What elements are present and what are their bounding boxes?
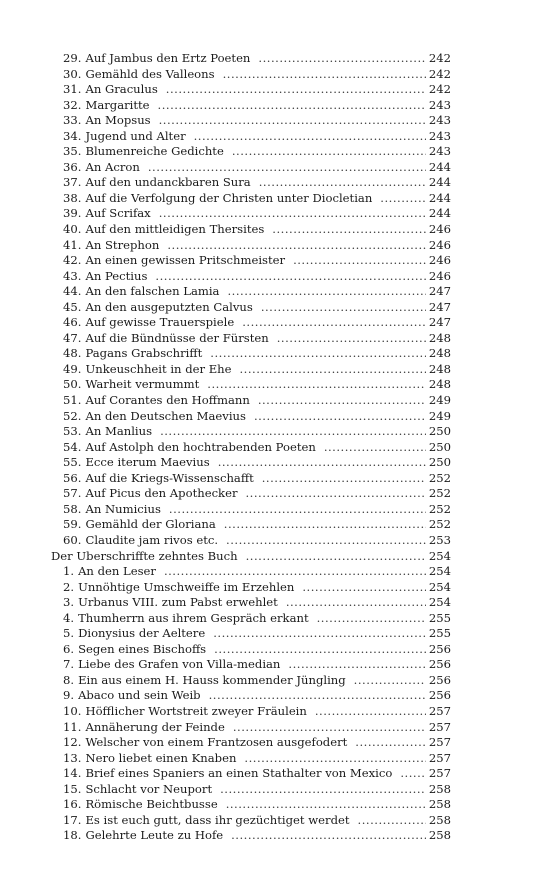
- dot-leader: [148, 160, 426, 176]
- page-number: 242: [428, 51, 451, 65]
- page-number: 242: [428, 82, 451, 97]
- entry-number: 60.: [63, 532, 82, 547]
- page-number: 258: [428, 828, 451, 843]
- dot-leader: [209, 688, 426, 704]
- dot-leader: [224, 517, 426, 533]
- dot-leader: [240, 362, 426, 378]
- toc-entry: [51, 657, 451, 673]
- entry-number: 31.: [63, 82, 82, 97]
- entry-title: Gelehrte Leute zu Hofe: [85, 828, 224, 843]
- page-number: 248: [428, 361, 451, 376]
- entry-number: 12.: [63, 735, 82, 750]
- entry-number: 34.: [63, 128, 82, 143]
- dot-leader: [242, 315, 426, 331]
- entry-title: Claudite jam rivos etc.: [85, 532, 219, 547]
- entry-number: 57.: [63, 486, 82, 501]
- entry-title: An Graculus: [85, 82, 158, 97]
- page-number: 243: [428, 128, 451, 143]
- entry-title: Gemähld des Valleons: [85, 66, 215, 81]
- page-number: 247: [428, 299, 451, 314]
- page-number: 247: [428, 284, 451, 299]
- entry-title: Auf gewisse Trauerspiele: [85, 315, 235, 330]
- entry-number: 29.: [63, 51, 82, 65]
- entry-title: Gemähld der Gloriana: [85, 517, 216, 532]
- toc-entry: [51, 284, 451, 300]
- entry-title: Urbanus VIII. zum Pabst erwehlet: [78, 595, 278, 610]
- entry-number: 18.: [63, 828, 82, 843]
- entry-title: Auf den undanckbaren Sura: [85, 175, 251, 190]
- page-number: 242: [428, 66, 451, 81]
- dot-leader: [272, 222, 426, 238]
- page-number: 248: [428, 330, 451, 345]
- entry-title: An den ausgeputzten Calvus: [85, 299, 253, 314]
- toc-entry: [51, 315, 451, 331]
- page-number: 254: [428, 579, 451, 594]
- entry-title: Auf Jambus den Ertz Poeten: [85, 51, 251, 65]
- dot-leader: [315, 704, 426, 720]
- entry-number: 36.: [63, 159, 82, 174]
- page-number: 247: [428, 315, 451, 330]
- toc-entry: [51, 393, 451, 409]
- entry-title: Auf die Bündnüsse der Fürsten: [85, 330, 269, 345]
- entry-title: Brief eines Spaniers an einen Stathalter von Mexico: [85, 766, 393, 781]
- entry-title: Unkeuschheit in der Ehe: [85, 361, 232, 376]
- page-number: 248: [428, 377, 451, 392]
- toc-entry: [51, 502, 451, 518]
- entry-title: Auf die Verfolgung der Christen unter Diocletian: [85, 190, 373, 205]
- entry-title: An Mopsus: [85, 113, 151, 128]
- page-number: 257: [428, 766, 451, 781]
- entry-number: 1.: [63, 564, 75, 579]
- toc-entry: [51, 828, 451, 844]
- page-number: 256: [428, 657, 451, 672]
- page-number: 246: [428, 222, 451, 237]
- entry-title: Blumenreiche Gedichte: [85, 144, 224, 159]
- page-number: 257: [428, 719, 451, 734]
- page-number: 258: [428, 812, 451, 827]
- entry-number: 10.: [63, 703, 82, 718]
- page-number: 257: [428, 703, 451, 718]
- dot-leader: [261, 300, 426, 316]
- page-number: 250: [428, 439, 451, 454]
- entry-title: Liebe des Grafen von Villa-median: [78, 657, 281, 672]
- toc-entry: [51, 688, 451, 704]
- section-heading: [51, 549, 451, 565]
- dot-leader: [227, 284, 425, 300]
- entry-number: 3.: [63, 595, 75, 610]
- entry-number: 4.: [63, 610, 75, 625]
- dot-leader: [166, 82, 426, 98]
- dot-leader: [210, 346, 426, 362]
- entry-number: 16.: [63, 797, 82, 812]
- entry-title: Ecce iterum Maevius: [85, 455, 210, 470]
- toc-entry: [51, 51, 451, 67]
- entry-number: 52.: [63, 408, 82, 423]
- entry-title: An Acron: [85, 159, 140, 174]
- entry-number: 42.: [63, 253, 82, 268]
- dot-leader: [262, 471, 426, 487]
- entry-number: 45.: [63, 299, 82, 314]
- dot-leader: [400, 766, 426, 782]
- entry-number: 14.: [63, 766, 82, 781]
- dot-leader: [159, 206, 426, 222]
- page-number: 256: [428, 641, 451, 656]
- dot-leader: [293, 253, 426, 269]
- dot-leader: [167, 238, 426, 254]
- entry-title: Thumherrn aus ihrem Gespräch erkant: [78, 610, 309, 625]
- entry-number: 32.: [63, 97, 82, 112]
- entry-title: Welscher von einem Frantzosen ausgefodert: [85, 735, 348, 750]
- entry-title: Auf Picus den Apothecker: [85, 486, 238, 501]
- page-number: 244: [428, 175, 451, 190]
- dot-leader: [207, 377, 426, 393]
- toc-entry: [51, 113, 451, 129]
- dot-leader: [159, 113, 426, 129]
- page-number: 250: [428, 455, 451, 470]
- dot-leader: [213, 626, 426, 642]
- page-number: 252: [428, 470, 451, 485]
- page-number: 252: [428, 486, 451, 501]
- entry-number: 38.: [63, 190, 82, 205]
- dot-leader: [277, 331, 426, 347]
- toc-entry: [51, 626, 451, 642]
- toc-entry: [51, 595, 451, 611]
- dot-leader: [160, 424, 426, 440]
- toc-entry: [51, 751, 451, 767]
- page-number: 248: [428, 346, 451, 361]
- page-number: 254: [428, 564, 451, 579]
- dot-leader: [317, 611, 426, 627]
- toc-entry: [51, 269, 451, 285]
- entry-title: Unnöhtige Umschweiffe im Erzehlen: [78, 579, 295, 594]
- page-number: 258: [428, 781, 451, 796]
- page-number: 250: [428, 424, 451, 439]
- toc-entry: [51, 486, 451, 502]
- entry-title: Höfflicher Wortstreit zweyer Fräulein: [85, 703, 307, 718]
- entry-title: Schlacht vor Neuport: [85, 781, 213, 796]
- entry-title: Abaco und sein Weib: [78, 688, 201, 703]
- entry-number: 9.: [63, 688, 75, 703]
- dot-leader: [259, 175, 426, 191]
- dot-leader: [286, 595, 426, 611]
- entry-number: 55.: [63, 455, 82, 470]
- entry-title: Dionysius der Aeltere: [78, 626, 206, 641]
- toc-entry: [51, 642, 451, 658]
- page-number: 243: [428, 113, 451, 128]
- toc-entry: [51, 735, 451, 751]
- toc-entry: [51, 813, 451, 829]
- entry-number: 46.: [63, 315, 82, 330]
- toc-entry: [51, 206, 451, 222]
- entry-title: Margaritte: [85, 97, 150, 112]
- toc-entry: [51, 160, 451, 176]
- toc-entry: [51, 144, 451, 160]
- entry-number: 47.: [63, 330, 82, 345]
- toc-entry: [51, 238, 451, 254]
- entry-number: 33.: [63, 113, 82, 128]
- dot-leader: [354, 673, 426, 689]
- toc-entry: [51, 611, 451, 627]
- table-of-contents: [51, 51, 451, 844]
- toc-entry: [51, 300, 451, 316]
- page-number: 243: [428, 97, 451, 112]
- dot-leader: [226, 797, 426, 813]
- dot-leader: [232, 144, 426, 160]
- dot-leader: [258, 51, 425, 67]
- entry-number: 56.: [63, 470, 82, 485]
- toc-entry: [51, 766, 451, 782]
- toc-entry: [51, 129, 451, 145]
- page-number: 256: [428, 688, 451, 703]
- entry-title: An einen gewissen Pritschmeister: [85, 253, 286, 268]
- entry-number: 11.: [63, 719, 82, 734]
- dot-leader: [169, 502, 426, 518]
- entry-number: 17.: [63, 812, 82, 827]
- page-number: 249: [428, 408, 451, 423]
- dot-leader: [223, 67, 426, 83]
- toc-entry: [51, 67, 451, 83]
- page-number: 244: [428, 190, 451, 205]
- dot-leader: [155, 269, 425, 285]
- toc-entry: [51, 346, 451, 362]
- toc-entry: [51, 440, 451, 456]
- dot-leader: [226, 533, 426, 549]
- toc-entry: [51, 362, 451, 378]
- page-number: 253: [428, 532, 451, 547]
- page-number: 252: [428, 517, 451, 532]
- toc-entry: [51, 580, 451, 596]
- entry-title: Auf die Kriegs-Wissenschafft: [85, 470, 254, 485]
- entry-title: Pagans Grabschrifft: [85, 346, 203, 361]
- entry-number: 49.: [63, 361, 82, 376]
- entry-title: Segen eines Bischoffs: [78, 641, 207, 656]
- dot-leader: [246, 549, 426, 565]
- dot-leader: [244, 751, 425, 767]
- page-number: 257: [428, 735, 451, 750]
- dot-leader: [380, 191, 426, 207]
- dot-leader: [358, 813, 426, 829]
- toc-entry: [51, 331, 451, 347]
- page-number: 255: [428, 626, 451, 641]
- dot-leader: [246, 486, 426, 502]
- entry-number: 53.: [63, 424, 82, 439]
- entry-title: Auf Astolph den hochtrabenden Poeten: [85, 439, 316, 454]
- entry-number: 59.: [63, 517, 82, 532]
- entry-title: An Numicius: [85, 501, 161, 516]
- entry-number: 13.: [63, 750, 82, 765]
- toc-entry: [51, 191, 451, 207]
- entry-number: 54.: [63, 439, 82, 454]
- entry-title: An Pectius: [85, 268, 148, 283]
- dot-leader: [254, 409, 426, 425]
- dot-leader: [214, 642, 426, 658]
- dot-leader: [164, 564, 426, 580]
- dot-leader: [288, 657, 425, 673]
- entry-title: An den Leser: [78, 564, 156, 579]
- toc-entry: [51, 222, 451, 238]
- dot-leader: [355, 735, 426, 751]
- entry-title: Annäherung der Feinde: [85, 719, 225, 734]
- entry-number: 2.: [63, 579, 75, 594]
- page-number: 256: [428, 672, 451, 687]
- toc-entry: [51, 720, 451, 736]
- page-number: 249: [428, 393, 451, 408]
- toc-entry: [51, 175, 451, 191]
- page-number: 246: [428, 253, 451, 268]
- toc-entry: [51, 517, 451, 533]
- toc-entry: [51, 797, 451, 813]
- entry-number: 44.: [63, 284, 82, 299]
- entry-number: 41.: [63, 237, 82, 252]
- page-number: 254: [428, 548, 451, 563]
- dot-leader: [218, 455, 426, 471]
- dot-leader: [220, 782, 426, 798]
- section-title: Der Uberschriffte zehntes Buch: [51, 548, 238, 563]
- page-number: 246: [428, 268, 451, 283]
- entry-number: 8.: [63, 672, 75, 687]
- toc-entry: [51, 782, 451, 798]
- entry-number: 39.: [63, 206, 82, 221]
- entry-number: 43.: [63, 268, 82, 283]
- page-number: 244: [428, 159, 451, 174]
- entry-title: An den falschen Lamia: [85, 284, 220, 299]
- toc-entry: [51, 471, 451, 487]
- entry-title: An Manlius: [85, 424, 153, 439]
- entry-title: An Strephon: [85, 237, 160, 252]
- entry-title: Römische Beichtbusse: [85, 797, 218, 812]
- dot-leader: [258, 393, 426, 409]
- entry-title: Auf Scrifax: [85, 206, 151, 221]
- dot-leader: [233, 720, 426, 736]
- page-number: 255: [428, 610, 451, 625]
- entry-number: 6.: [63, 641, 75, 656]
- entry-number: 35.: [63, 144, 82, 159]
- entry-title: Nero liebet einen Knaben: [85, 750, 237, 765]
- page-number: 254: [428, 595, 451, 610]
- toc-entry: [51, 673, 451, 689]
- entry-title: An den Deutschen Maevius: [85, 408, 246, 423]
- entry-number: 40.: [63, 222, 82, 237]
- toc-entry: [51, 533, 451, 549]
- entry-title: Es ist euch gutt, dass ihr gezüchtiget werdet: [85, 812, 350, 827]
- page-number: 246: [428, 237, 451, 252]
- entry-title: Auf Corantes den Hoffmann: [85, 393, 250, 408]
- toc-entry: [51, 253, 451, 269]
- dot-leader: [324, 440, 426, 456]
- page-number: 252: [428, 501, 451, 516]
- entry-number: 50.: [63, 377, 82, 392]
- page-number: 258: [428, 797, 451, 812]
- entry-title: Jugend und Alter: [85, 128, 186, 143]
- entry-number: 37.: [63, 175, 82, 190]
- entry-number: 48.: [63, 346, 82, 361]
- entry-number: 51.: [63, 393, 82, 408]
- dot-leader: [194, 129, 426, 145]
- entry-number: 30.: [63, 66, 82, 81]
- entry-title: Auf den mittleidigen Thersites: [85, 222, 265, 237]
- entry-number: 58.: [63, 501, 82, 516]
- dot-leader: [158, 98, 426, 114]
- dot-leader: [302, 580, 425, 596]
- page-number: 244: [428, 206, 451, 221]
- dot-leader: [231, 828, 426, 844]
- entry-title: Ein aus einem H. Hauss kommender Jüngling: [78, 672, 346, 687]
- entry-number: 5.: [63, 626, 75, 641]
- toc-entry: [51, 704, 451, 720]
- entry-title: Warheit vermummt: [85, 377, 200, 392]
- toc-entry: [51, 455, 451, 471]
- entry-number: 7.: [63, 657, 75, 672]
- page-number: 257: [428, 750, 451, 765]
- entry-number: 15.: [63, 781, 82, 796]
- toc-entry: [51, 409, 451, 425]
- toc-entry: [51, 564, 451, 580]
- page-number: 243: [428, 144, 451, 159]
- toc-entry: [51, 82, 451, 98]
- toc-entry: [51, 98, 451, 114]
- toc-entry: [51, 424, 451, 440]
- toc-entry: [51, 377, 451, 393]
